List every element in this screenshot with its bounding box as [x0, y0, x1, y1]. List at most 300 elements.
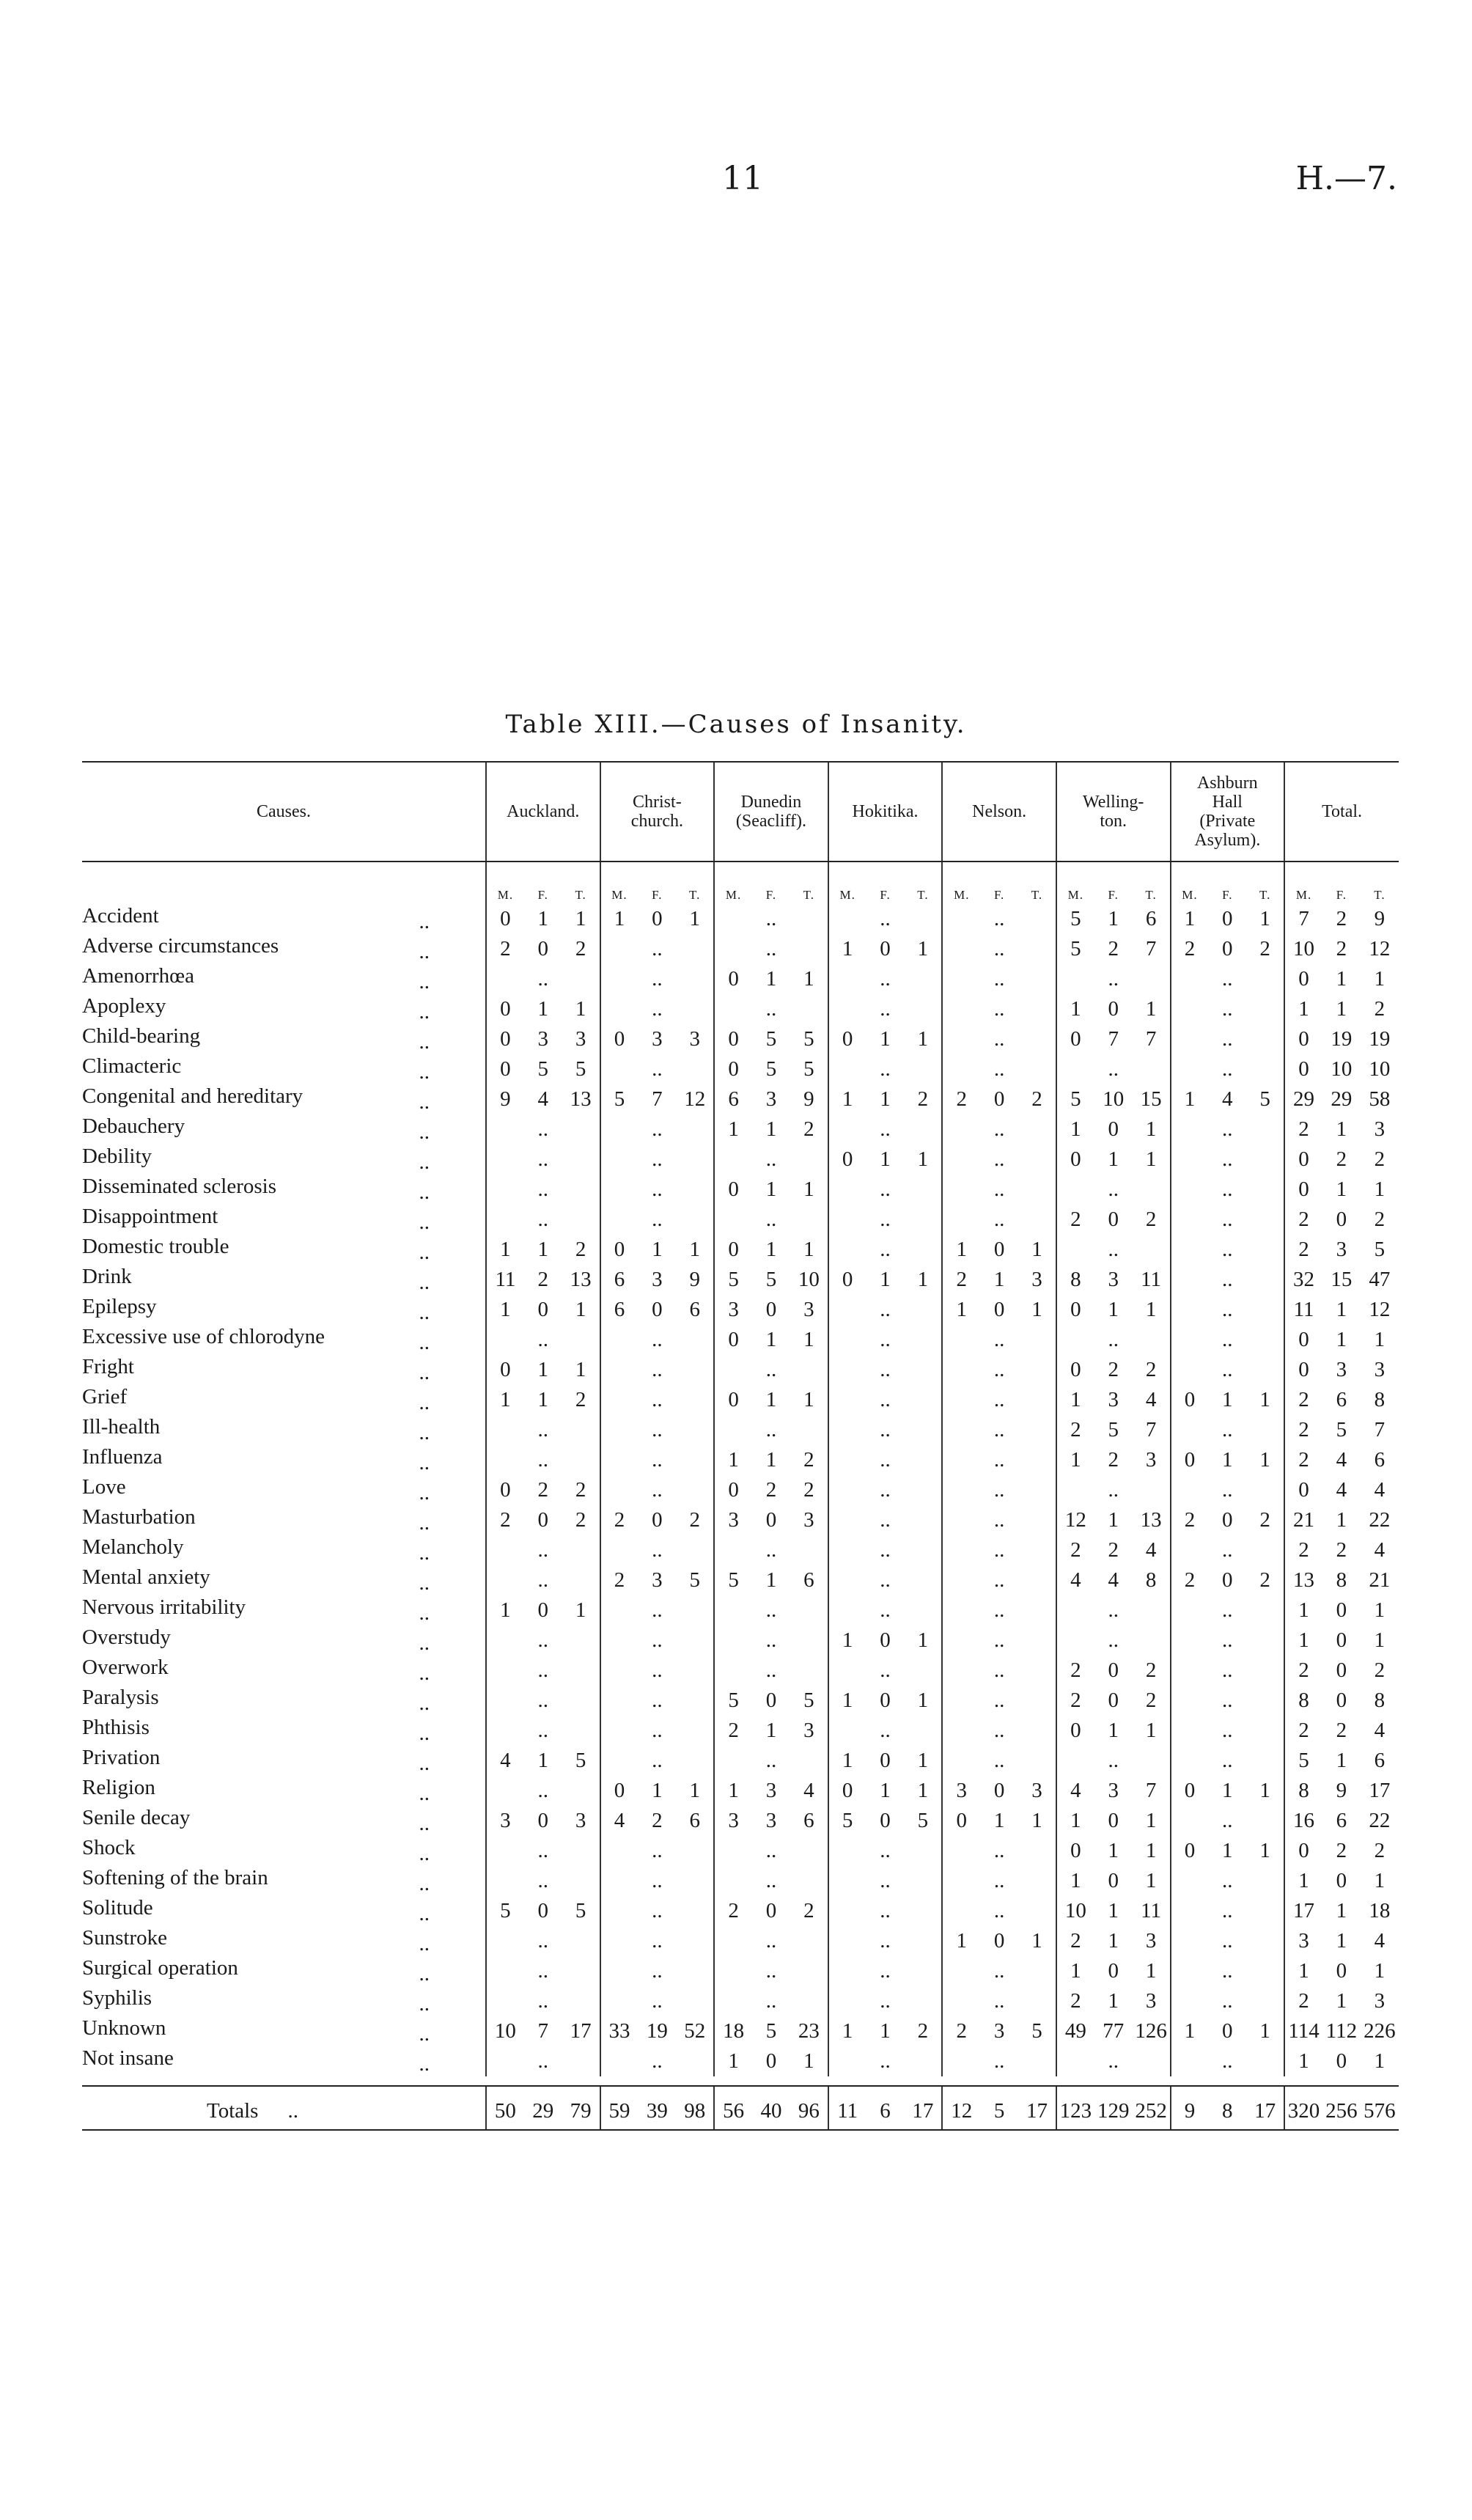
total-value-cell: 17	[904, 2086, 942, 2130]
value-cell: 0	[1336, 1959, 1347, 1983]
value-cell: 0	[600, 1024, 639, 1054]
value-cell	[1018, 1746, 1056, 1776]
value-cell: 1	[689, 1779, 700, 1802]
value-cell	[1018, 1445, 1056, 1475]
subheader-female: F.	[880, 888, 891, 902]
value-cell: ..	[765, 997, 777, 1021]
value-cell: 1	[1284, 1595, 1322, 1625]
value-cell	[1018, 1956, 1056, 1986]
value-cell	[1133, 2046, 1171, 2076]
value-cell: 4	[486, 1746, 524, 1776]
value-cell: 8	[1284, 1686, 1322, 1716]
value-cell: 5	[1374, 1238, 1385, 1261]
value-cell	[1171, 1746, 1209, 1776]
value-cell: 1	[1145, 1147, 1157, 1171]
value-cell: 2	[917, 2019, 929, 2043]
value-cell	[1171, 1265, 1209, 1295]
value-cell	[1246, 1235, 1284, 1265]
value-cell: 4	[1374, 1719, 1385, 1742]
value-cell	[904, 2046, 942, 2076]
value-cell: 1	[1374, 1869, 1385, 1892]
table-row	[82, 964, 1399, 994]
value-cell: 0	[1222, 2019, 1233, 2043]
value-cell: 6	[1374, 1448, 1385, 1472]
value-cell	[676, 1445, 714, 1475]
value-cell: 2	[689, 1508, 700, 1532]
cause-cell	[82, 1325, 486, 1355]
value-cell	[714, 904, 752, 934]
value-cell: 1	[765, 1178, 777, 1201]
total-value-cell: 56	[714, 2086, 752, 2130]
cause-cell	[82, 1114, 486, 1145]
value-cell	[942, 1024, 980, 1054]
value-cell: 1	[1374, 967, 1385, 991]
totals-row	[82, 2086, 1399, 2130]
value-cell	[1018, 904, 1056, 934]
value-cell	[600, 1114, 639, 1145]
value-cell: 1	[1056, 1956, 1094, 1986]
value-cell: 12	[1369, 1298, 1391, 1321]
value-cell	[676, 994, 714, 1024]
value-cell: ..	[880, 1388, 891, 1411]
value-cell: 1	[600, 904, 639, 934]
cause-label: Not insane	[82, 2046, 174, 2070]
value-cell	[828, 1956, 866, 1986]
value-cell: 1	[486, 1235, 524, 1265]
value-cell: 7	[1145, 1027, 1157, 1051]
value-cell: 0	[486, 994, 524, 1024]
value-cell: 2	[1259, 1568, 1270, 1592]
value-cell: ..	[537, 1929, 549, 1953]
value-cell	[904, 1054, 942, 1084]
value-cell: 3	[1284, 1926, 1322, 1956]
value-cell: 4	[600, 1806, 639, 1836]
value-cell: 19	[1369, 1027, 1391, 1051]
value-cell	[1056, 1475, 1094, 1505]
value-cell: 0	[880, 937, 891, 960]
value-cell: 2	[1374, 997, 1385, 1021]
value-cell: 2	[1145, 1208, 1157, 1231]
value-cell: 1	[1108, 1298, 1119, 1321]
value-cell: ..	[1108, 2049, 1119, 2073]
value-cell	[790, 1415, 828, 1445]
cause-label: Surgical operation	[82, 1956, 238, 1980]
value-cell	[904, 1896, 942, 1926]
value-cell: 2	[575, 1508, 586, 1532]
value-cell	[1133, 1325, 1171, 1355]
value-cell	[676, 1686, 714, 1716]
value-cell: ..	[1108, 1238, 1119, 1261]
value-cell: ..	[993, 1628, 1005, 1652]
total-value-cell: 50	[486, 2086, 524, 2130]
value-cell	[904, 1475, 942, 1505]
value-cell	[942, 1625, 980, 1656]
cause-label: Disseminated sclerosis	[82, 1175, 276, 1198]
value-cell	[904, 1595, 942, 1625]
value-cell	[1018, 1565, 1056, 1595]
value-cell: 6	[714, 1084, 752, 1114]
value-cell: ..	[652, 1929, 663, 1953]
value-cell: ..	[652, 1388, 663, 1411]
value-cell: 1	[537, 1238, 549, 1261]
value-cell	[676, 1595, 714, 1625]
value-cell	[904, 1956, 942, 1986]
value-cell: 10	[1369, 1057, 1391, 1081]
value-cell	[714, 1866, 752, 1896]
value-cell: 0	[1284, 1836, 1322, 1866]
value-cell	[1018, 1686, 1056, 1716]
cause-cell	[82, 1776, 486, 1806]
value-cell: ..	[1222, 1208, 1233, 1231]
value-cell	[904, 1175, 942, 1205]
cause-cell	[82, 1445, 486, 1475]
value-cell: 17	[1369, 1779, 1391, 1802]
value-cell: ..	[1222, 1358, 1233, 1381]
value-cell	[486, 1776, 524, 1806]
value-cell	[828, 1445, 866, 1475]
value-cell: 2	[803, 1448, 814, 1472]
value-cell: 1	[1108, 1989, 1119, 2013]
value-cell: ..	[880, 1568, 891, 1592]
value-cell	[1246, 1535, 1284, 1565]
value-cell: 1	[917, 1689, 929, 1712]
total-value-cell: 256	[1322, 2086, 1361, 2130]
value-cell	[1018, 1716, 1056, 1746]
value-cell	[562, 1415, 600, 1445]
value-cell: 1	[993, 1809, 1005, 1832]
value-cell	[676, 1956, 714, 1986]
value-cell: 1	[1259, 1388, 1270, 1411]
value-cell: 1	[1145, 1719, 1157, 1742]
value-cell: 0	[1108, 1689, 1119, 1712]
value-cell	[942, 1145, 980, 1175]
value-cell: 21	[1369, 1568, 1391, 1592]
value-cell: 1	[1336, 1178, 1347, 1201]
value-cell: 1	[714, 1445, 752, 1475]
value-cell: 1	[575, 907, 586, 930]
table-row	[82, 1956, 1399, 1986]
value-cell: ..	[1222, 1989, 1233, 2013]
total-value-cell: 129	[1094, 2086, 1133, 2130]
value-cell: 5	[575, 1899, 586, 1922]
value-cell: 2	[1284, 1445, 1322, 1475]
value-cell: 1	[1108, 1508, 1119, 1532]
value-cell	[600, 1535, 639, 1565]
value-cell: ..	[880, 1839, 891, 1862]
cause-cell	[82, 1595, 486, 1625]
value-cell: 3	[1031, 1268, 1042, 1291]
cause-label: Domestic trouble	[82, 1235, 229, 1258]
value-cell: 22	[1369, 1508, 1391, 1532]
value-cell: 3	[942, 1776, 980, 1806]
value-cell	[676, 1385, 714, 1415]
value-cell: 5	[575, 1749, 586, 1772]
value-cell	[1246, 1866, 1284, 1896]
value-cell	[1133, 1175, 1171, 1205]
value-cell	[942, 1355, 980, 1385]
value-cell: 1	[1145, 1298, 1157, 1321]
value-cell: 2	[1284, 1385, 1322, 1415]
table-row	[82, 1235, 1399, 1265]
cause-cell	[82, 1385, 486, 1415]
table-row	[82, 2046, 1399, 2076]
value-cell: 9	[1336, 1779, 1347, 1802]
value-cell: 1	[1171, 2016, 1209, 2046]
value-cell: 2	[575, 937, 586, 960]
value-cell: ..	[652, 967, 663, 991]
value-cell: 2	[1145, 1689, 1157, 1712]
value-cell: 1	[1374, 1628, 1385, 1652]
value-cell: ..	[652, 1689, 663, 1712]
value-cell	[790, 1866, 828, 1896]
value-cell: 0	[537, 1809, 549, 1832]
value-cell: 10	[1103, 1087, 1125, 1111]
value-cell	[828, 1175, 866, 1205]
value-cell: 1	[1056, 1114, 1094, 1145]
cause-label: Syphilis	[82, 1986, 152, 2010]
value-cell	[790, 1145, 828, 1175]
value-cell: 1	[1145, 1809, 1157, 1832]
total-value-cell: 39	[638, 2086, 676, 2130]
cause-label: Grief	[82, 1385, 128, 1408]
cause-cell	[82, 1415, 486, 1445]
value-cell: ..	[993, 1178, 1005, 1201]
value-cell: 2	[1171, 1505, 1209, 1535]
value-cell	[486, 1175, 524, 1205]
value-cell: 0	[714, 1024, 752, 1054]
value-cell	[600, 1926, 639, 1956]
value-cell: ..	[537, 1719, 549, 1742]
value-cell: 3	[537, 1027, 549, 1051]
cause-cell	[82, 1806, 486, 1836]
value-cell: ..	[1222, 1959, 1233, 1983]
value-cell: 0	[1108, 1117, 1119, 1141]
value-cell: 7	[1284, 904, 1322, 934]
value-cell	[486, 1625, 524, 1656]
value-cell: 77	[1103, 2019, 1125, 2043]
value-cell	[486, 1866, 524, 1896]
value-cell	[1171, 1716, 1209, 1746]
value-cell: 2	[1336, 1719, 1347, 1742]
value-cell: 2	[1336, 1839, 1347, 1862]
value-cell: 8	[1145, 1568, 1157, 1592]
value-cell	[1018, 1415, 1056, 1445]
subheader-female: F.	[1108, 888, 1119, 902]
value-cell: 1	[486, 1385, 524, 1415]
value-cell: 4	[803, 1779, 814, 1802]
value-cell: ..	[880, 1178, 891, 1201]
value-cell: 2	[803, 1117, 814, 1141]
value-cell	[486, 1716, 524, 1746]
column-group-total: Total.	[1284, 762, 1399, 862]
value-cell	[676, 1475, 714, 1505]
value-cell	[828, 1295, 866, 1325]
value-cell	[676, 1986, 714, 2016]
value-cell: 10	[486, 2016, 524, 2046]
value-cell	[1171, 1145, 1209, 1175]
value-cell	[1133, 1235, 1171, 1265]
value-cell: 1	[765, 967, 777, 991]
value-cell: 0	[714, 1175, 752, 1205]
value-cell: ..	[652, 1719, 663, 1742]
column-group-headers	[82, 762, 1399, 862]
leader-dots: ..	[419, 1000, 430, 1024]
cause-label: Paralysis	[82, 1686, 159, 1709]
value-cell: ..	[880, 1719, 891, 1742]
value-cell: 4	[1108, 1568, 1119, 1592]
value-cell	[714, 1415, 752, 1445]
value-cell	[1018, 1625, 1056, 1656]
value-cell	[790, 934, 828, 964]
cause-label: Fright	[82, 1355, 134, 1378]
value-cell	[1246, 1625, 1284, 1656]
table-row	[82, 1024, 1399, 1054]
value-cell: 15	[1140, 1087, 1162, 1111]
value-cell: 1	[1374, 2049, 1385, 2073]
cause-label: Masturbation	[82, 1505, 196, 1529]
value-cell: 1	[803, 2049, 814, 2073]
value-cell: 3	[689, 1027, 700, 1051]
value-cell	[790, 1986, 828, 2016]
value-cell: ..	[993, 1719, 1005, 1742]
value-cell: 1	[880, 1087, 891, 1111]
total-value-cell: 12	[942, 2086, 980, 2130]
value-cell	[714, 1145, 752, 1175]
value-cell: 0	[600, 1235, 639, 1265]
value-cell	[562, 1926, 600, 1956]
value-cell: ..	[993, 1598, 1005, 1622]
value-cell	[828, 1325, 866, 1355]
value-cell	[676, 1926, 714, 1956]
value-cell	[1171, 1114, 1209, 1145]
value-cell: 1	[575, 1598, 586, 1622]
value-cell: 3	[652, 1268, 663, 1291]
value-cell: ..	[880, 1238, 891, 1261]
value-cell: 1	[689, 907, 700, 930]
value-cell: 0	[537, 937, 549, 960]
value-cell: 2	[765, 1478, 777, 1502]
value-cell	[904, 1355, 942, 1385]
value-cell: 2	[1108, 937, 1119, 960]
value-cell	[942, 1866, 980, 1896]
value-cell: ..	[880, 1598, 891, 1622]
value-cell	[600, 1986, 639, 2016]
value-cell	[1246, 1956, 1284, 1986]
cause-label: Influenza	[82, 1445, 163, 1469]
value-cell	[828, 1415, 866, 1445]
value-cell	[714, 1926, 752, 1956]
value-cell	[904, 1866, 942, 1896]
value-cell: ..	[1222, 997, 1233, 1021]
value-cell	[1056, 1054, 1094, 1084]
value-cell: 1	[1336, 997, 1347, 1021]
value-cell: 2	[714, 1716, 752, 1746]
cause-label: Mental anxiety	[82, 1565, 210, 1589]
value-cell	[600, 1866, 639, 1896]
value-cell: 3	[486, 1806, 524, 1836]
value-cell: 1	[917, 1779, 929, 1802]
leader-dots: ..	[419, 1451, 430, 1474]
value-cell	[676, 1656, 714, 1686]
value-cell: 0	[765, 1298, 777, 1321]
value-cell: 3	[575, 1809, 586, 1832]
value-cell: ..	[1222, 967, 1233, 991]
value-cell	[904, 994, 942, 1024]
value-cell: 1	[1374, 1959, 1385, 1983]
value-cell	[1018, 1505, 1056, 1535]
cause-label: Sunstroke	[82, 1926, 167, 1950]
value-cell	[1171, 1295, 1209, 1325]
value-cell	[714, 1986, 752, 2016]
cause-label: Amenorrhœa	[82, 964, 195, 988]
value-cell: 5	[765, 1057, 777, 1081]
leader-dots: ..	[419, 1090, 430, 1114]
value-cell: 33	[600, 2016, 639, 2046]
subheader-total: T.	[917, 888, 929, 902]
value-cell: ..	[537, 1208, 549, 1231]
value-cell: 9	[803, 1087, 814, 1111]
value-cell	[1171, 1896, 1209, 1926]
value-cell	[562, 1866, 600, 1896]
value-cell: 0	[1108, 1959, 1119, 1983]
value-cell: 0	[652, 1298, 663, 1321]
value-cell: ..	[652, 937, 663, 960]
total-value-cell: 5	[980, 2086, 1018, 2130]
value-cell	[942, 1415, 980, 1445]
value-cell: 7	[1145, 937, 1157, 960]
value-cell: 0	[1171, 1385, 1209, 1415]
value-cell: 0	[1336, 1689, 1347, 1712]
value-cell: ..	[652, 1959, 663, 1983]
value-cell	[562, 1205, 600, 1235]
column-group-welling-ton: Welling- ton.	[1056, 762, 1171, 862]
value-cell	[1018, 1175, 1056, 1205]
value-cell: 1	[803, 1388, 814, 1411]
value-cell: ..	[1222, 1238, 1233, 1261]
value-cell	[1171, 1054, 1209, 1084]
value-cell	[600, 1205, 639, 1235]
cause-cell	[82, 1896, 486, 1926]
value-cell	[828, 1235, 866, 1265]
value-cell: 1	[575, 1358, 586, 1381]
value-cell: 5	[765, 2019, 777, 2043]
value-cell: ..	[765, 1418, 777, 1441]
value-cell	[942, 1385, 980, 1415]
value-cell	[600, 1686, 639, 1716]
value-cell	[1246, 1986, 1284, 2016]
value-cell: ..	[1222, 1057, 1233, 1081]
cause-cell	[82, 1956, 486, 1986]
value-cell	[942, 1896, 980, 1926]
table-row	[82, 1896, 1399, 1926]
value-cell: 5	[575, 1057, 586, 1081]
value-cell	[1133, 1595, 1171, 1625]
value-cell: 2	[1284, 1235, 1322, 1265]
table-body	[82, 904, 1399, 2130]
value-cell: 2	[917, 1087, 929, 1111]
subheader-total: T.	[575, 888, 586, 902]
value-cell: ..	[993, 1358, 1005, 1381]
value-cell: ..	[993, 1418, 1005, 1441]
value-cell: 2	[537, 1268, 549, 1291]
value-cell	[1133, 1054, 1171, 1084]
total-value-cell: 79	[562, 2086, 600, 2130]
value-cell: 1	[1108, 1929, 1119, 1953]
value-cell: 1	[1284, 1625, 1322, 1656]
leader-dots: ..	[419, 1992, 430, 2016]
value-cell: 21	[1284, 1505, 1322, 1535]
value-cell: 1	[765, 1388, 777, 1411]
